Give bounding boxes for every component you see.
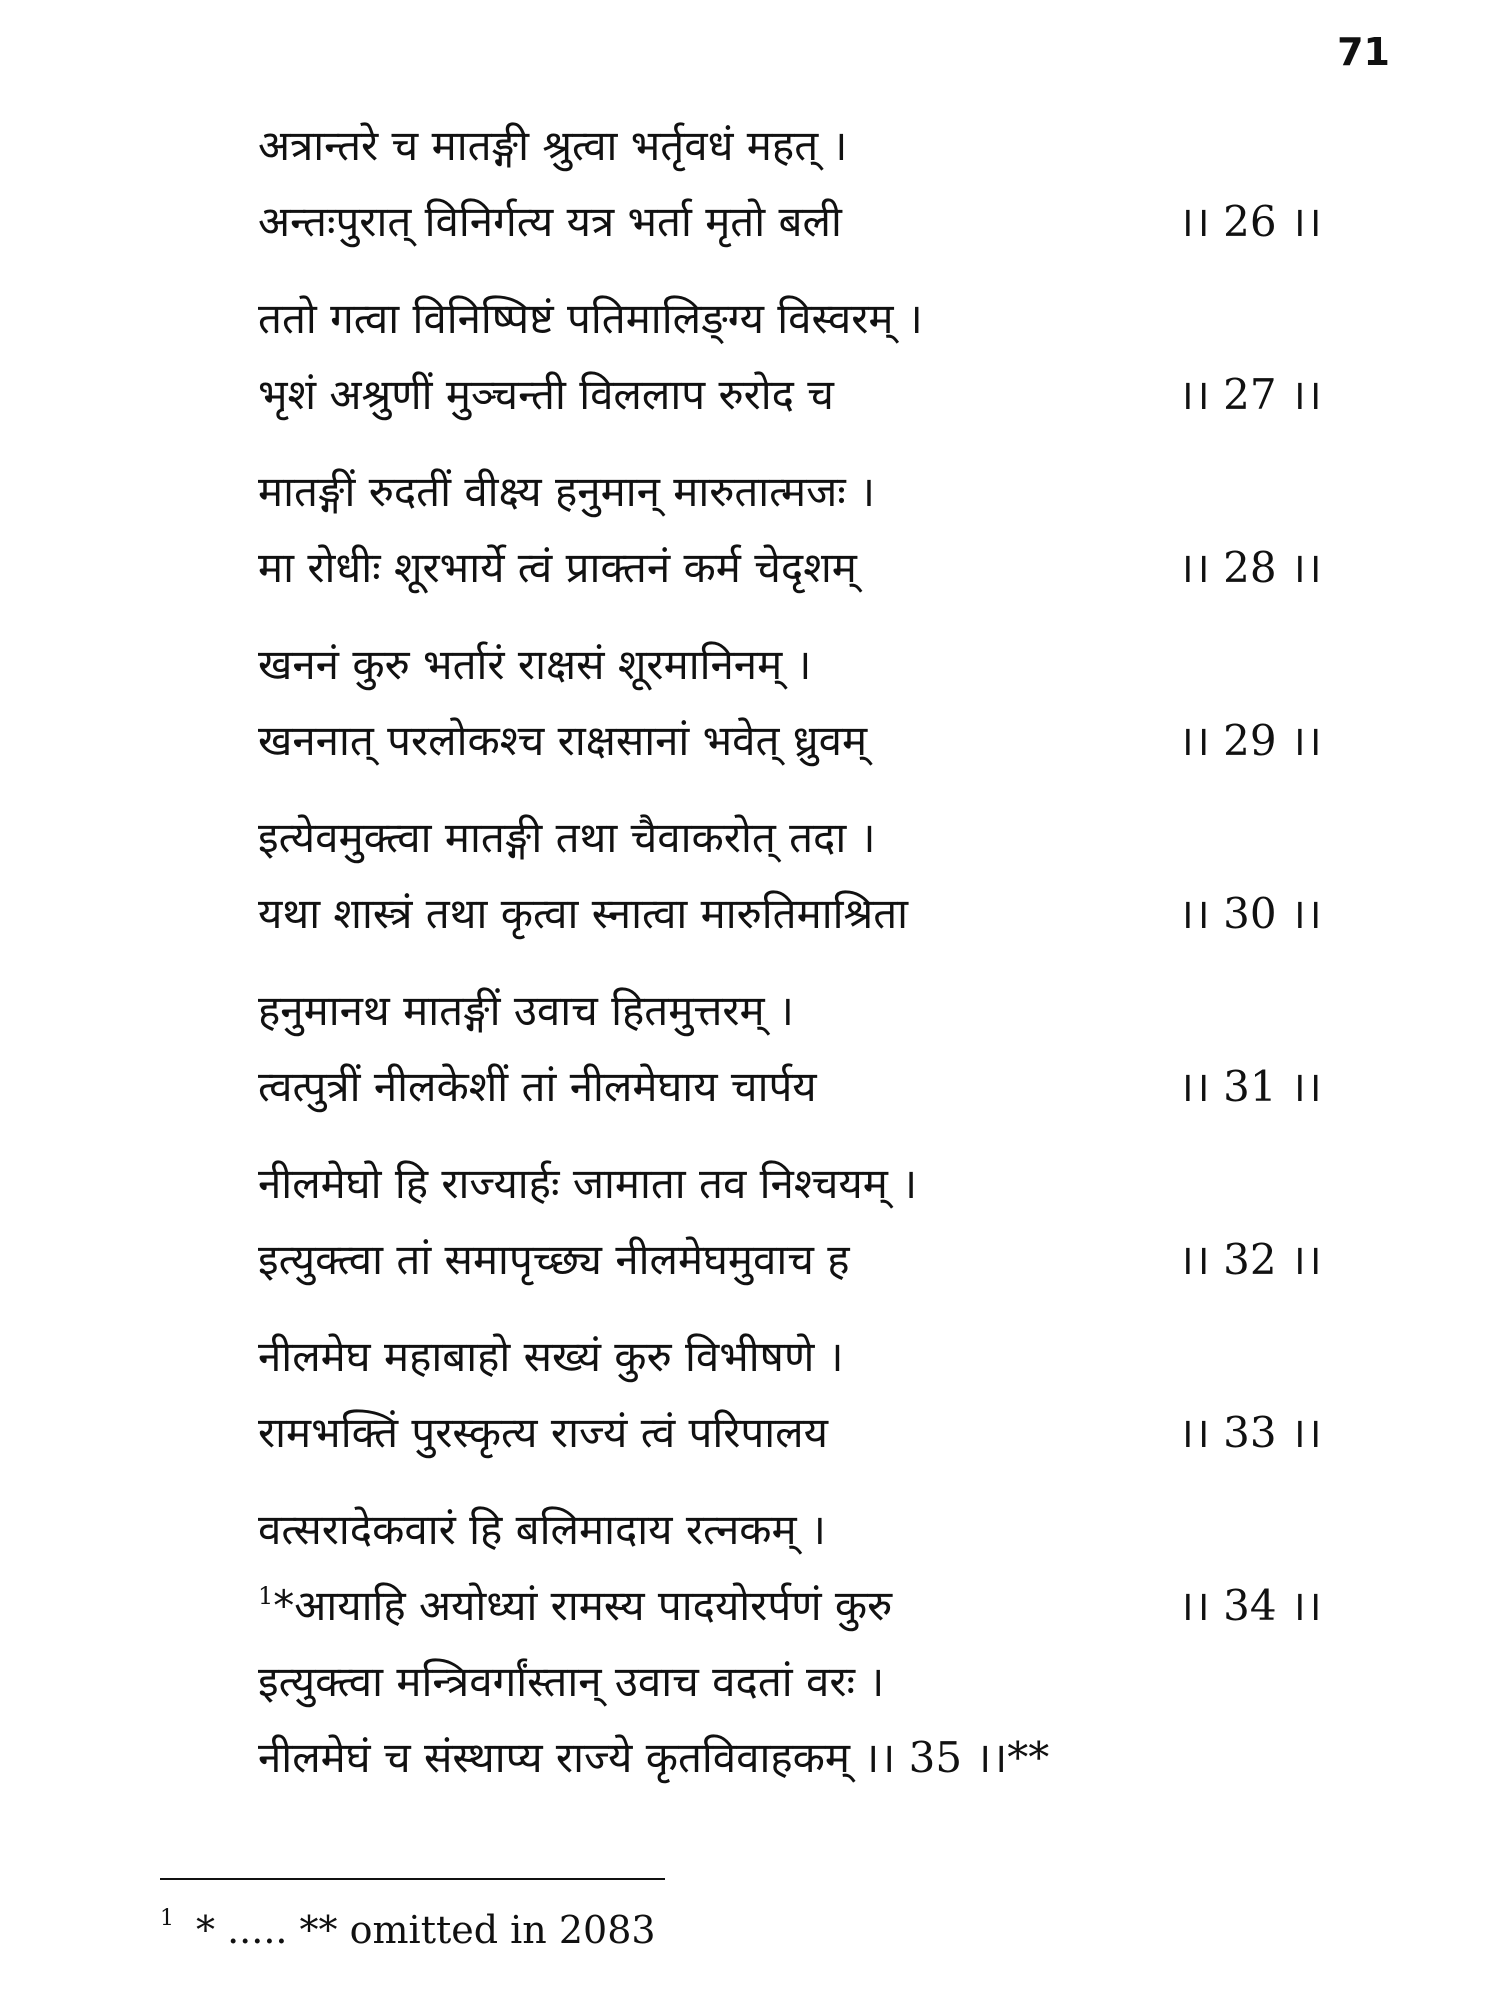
verse-29 (258, 627, 1358, 779)
verse-line: नीलमेघो हि राज्यार्हः जामाता तव निश्चयम् । (258, 1159, 918, 1208)
verse-line (258, 1049, 1358, 1125)
verse-text: *आयाहि अयोध्यां रामस्य पादयोरर्पणं कुरु (273, 1581, 893, 1630)
verse-34-35 (258, 1492, 1358, 1796)
footnote-reference: 1 (258, 1582, 274, 1610)
verse-number: ।। 32 ।। (1178, 1235, 1322, 1284)
verse-27 (258, 281, 1358, 433)
verse-28 (258, 454, 1358, 606)
verse-30 (258, 800, 1358, 952)
verse-31 (258, 973, 1358, 1125)
verse-text: भृशं अश्रुणीं मुञ्चन्ती विललाप रुरोद च (258, 370, 834, 419)
verse-number: ।। 30 ।। (1178, 889, 1322, 938)
verse-line: नीलमेघ महाबाहो सख्यं कुरु विभीषणे । (258, 1332, 844, 1381)
verse-line (258, 1568, 1358, 1644)
verse-line (258, 1720, 1358, 1796)
verse-line: अत्रान्तरे च मातङ्गी श्रुत्वा भर्तृवधं महत् । (258, 121, 848, 170)
verse-text: इत्युक्त्वा तां समापृच्छ्य नीलमेघमुवाच ह (258, 1235, 850, 1284)
verse-33 (258, 1319, 1358, 1471)
verse-text: खननात् परलोकश्च राक्षसानां भवेत् ध्रुवम् (258, 716, 868, 765)
verse-number: ।। 29 ।। (1178, 716, 1322, 765)
verse-number: ।। 33 ।। (1178, 1408, 1322, 1457)
verse-26 (258, 108, 1358, 260)
footnote-text: * ..... ** omitted in 2083 (196, 1908, 656, 1952)
verse-line: मातङ्गीं रुदतीं वीक्ष्य हनुमान् मारुतात्मजः । (258, 467, 875, 516)
verse-line (258, 184, 1358, 260)
verse-line: वत्सरादेकवारं हि बलिमादाय रत्नकम् । (258, 1505, 826, 1554)
verse-line (258, 530, 1358, 606)
verse-number: ।। 28 ।। (1178, 543, 1322, 592)
verse-text: मा रोधीः शूरभार्ये त्वं प्राक्तनं कर्म चेदृशम् (258, 543, 857, 592)
verse-line (258, 357, 1358, 433)
verse-line: खननं कुरु भर्तारं राक्षसं शूरमानिनम् । (258, 640, 812, 689)
verse-line (258, 876, 1358, 952)
verse-number: ।। 27 ।। (1178, 370, 1322, 419)
verse-line: ततो गत्वा विनिष्पिष्टं पतिमालिङ्ग्य विस्वरम् । (258, 294, 923, 343)
verse-line: इत्युक्त्वा मन्त्रिवर्गांस्तान् उवाच वदतां वरः । (258, 1657, 885, 1706)
verse-line: हनुमानथ मातङ्गीं उवाच हितमुत्तरम् । (258, 986, 794, 1035)
verse-text: अन्तःपुरात् विनिर्गत्य यत्र भर्ता मृतो बली (258, 197, 842, 246)
verse-number: ।। 31 ।। (1178, 1062, 1322, 1111)
verse-line: इत्येवमुक्त्वा मातङ्गी तथा चैवाकरोत् तदा । (258, 813, 876, 862)
footnote-divider (160, 1878, 665, 1880)
verse-line (258, 1222, 1358, 1298)
verse-number: ।। 34 ।। (1178, 1581, 1322, 1630)
page-number: 71 (1337, 30, 1390, 74)
footnote-mark: 1 (160, 1906, 174, 1931)
verse-line (258, 703, 1358, 779)
verse-line (258, 1395, 1358, 1471)
verse-number: ।। 35 ।।** (863, 1733, 1050, 1782)
verse-32 (258, 1146, 1358, 1298)
verse-text: त्वत्पुत्रीं नीलकेशीं तां नीलमेघाय चार्पय (258, 1062, 817, 1111)
footnote (160, 1908, 656, 1952)
verse-text: रामभक्तिं पुरस्कृत्य राज्यं त्वं परिपालय (258, 1408, 829, 1457)
verse-text: यथा शास्त्रं तथा कृत्वा स्नात्वा मारुतिमाश्रिता (258, 889, 909, 938)
verse-text: नीलमेघं च संस्थाप्य राज्ये कृतविवाहकम् (258, 1733, 851, 1782)
verse-number: ।। 26 ।। (1178, 197, 1322, 246)
